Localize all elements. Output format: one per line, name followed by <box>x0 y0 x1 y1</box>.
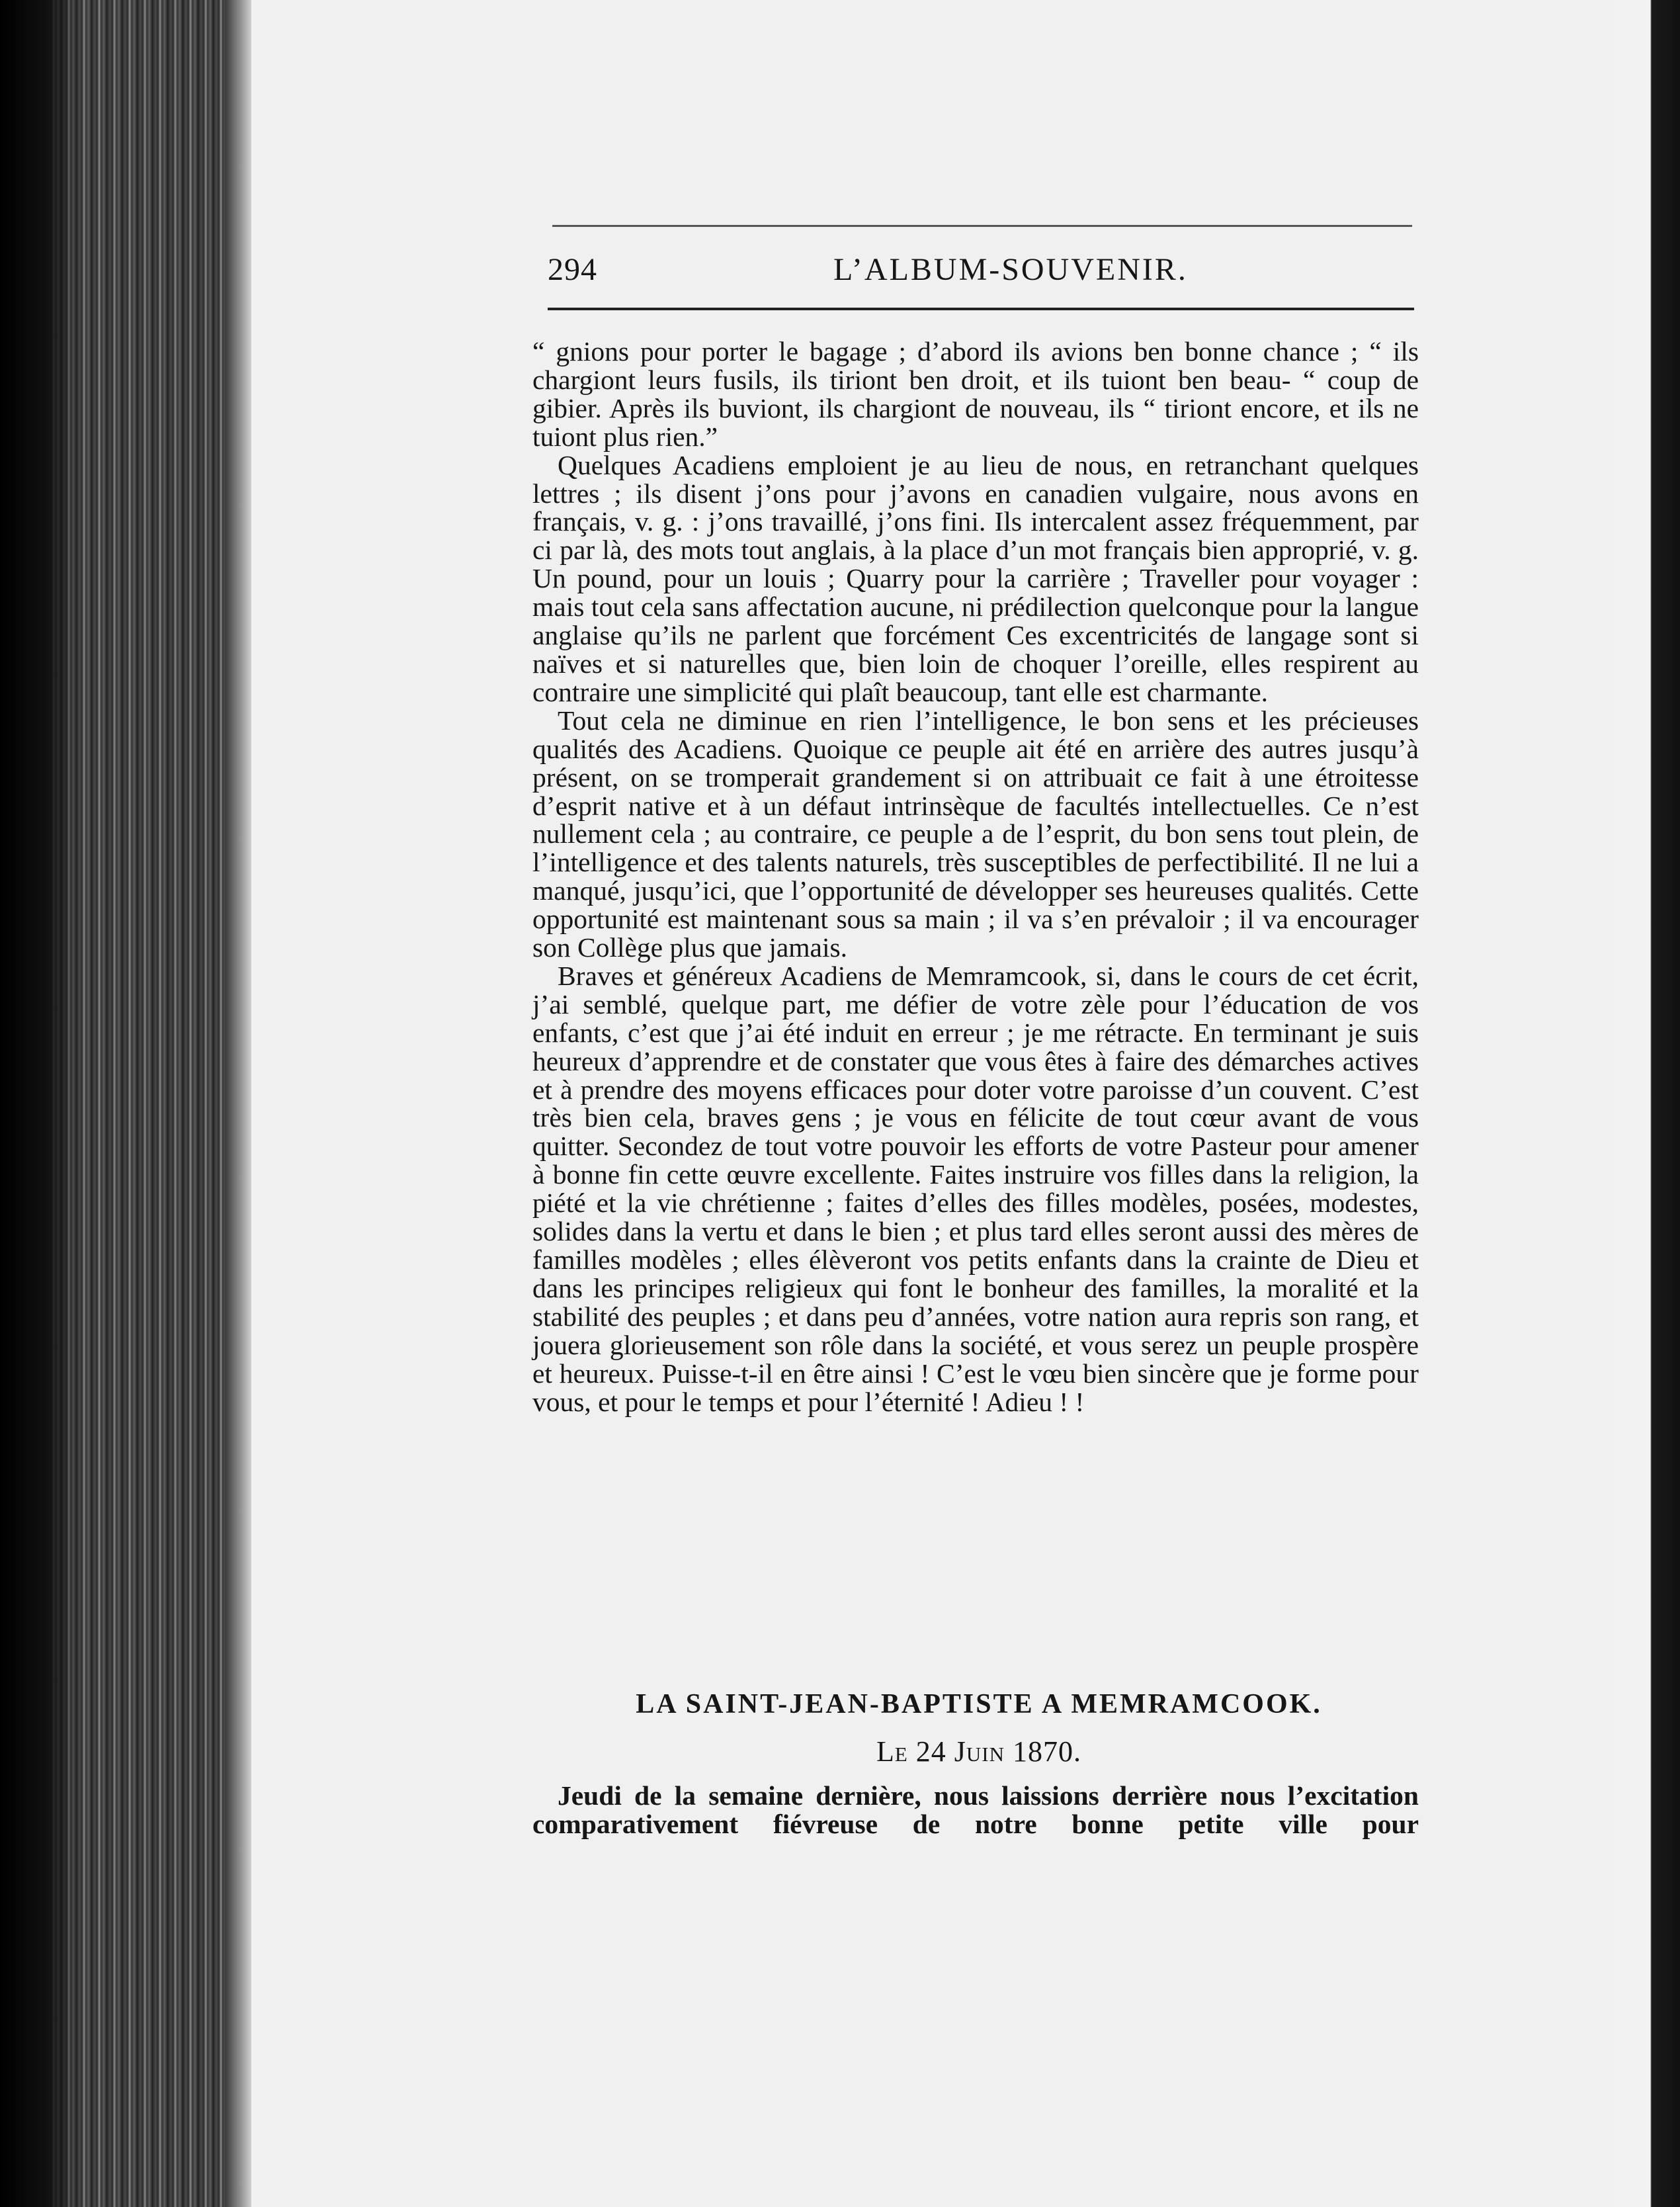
main-text <box>532 337 1419 1416</box>
top-rule <box>552 225 1412 227</box>
section-text <box>532 1782 1419 1839</box>
book-spine-edge <box>0 0 251 2207</box>
running-title: L’ALBUM-SOUVENIR. <box>833 252 1188 287</box>
section-title: LA SAINT-JEAN-BAPTISTE A MEMRAMCOOK. <box>636 1689 1322 1719</box>
paragraph-farewell: Braves et généreux Acadiens de Memramcook, si, dans le cours de cet écrit, j’ai semblé, quelque part, me défier de votre zèle pour l’éducation de vos enfants, c’est que j’ai été induit en erreur ; je me rétracte. En terminant je suis heureux d’apprendre et de constater que vous êtes à faire des démarches actives et à prendre des moyens efficaces pour doter votre paroisse d’un couvent. C’est très bien cela, braves gens ; je vous en félicite de tout cœur avant de vous quitter. Secondez de tout votre pouvoir les efforts de votre Pasteur pour amener à bonne fin cette œuvre excellente. Faites instruire vos filles dans la religion, la piété et la vie chrétienne ; faites d’elles des filles modèles, posées, modestes, solides dans la vertu et dans le bien ; et plus tard elles seront aussi des mères de familles modèles ; elles élèveront vos petits enfants dans la crainte de Dieu et dans les principes religieux qui font le bonheur des familles, la moralité et la stabilité des peuples ; et dans peu d’années, votre nation aura repris son rang, et jouera glorieusement son rôle dans la société, et vous serez un peuple prospère et heureux. Puisse-t-il en être ainsi ! C’est le vœu bien sincère que je forme pour vous, et pour le temps et pour l’éternité ! Adieu ! ! <box>532 960 1419 1417</box>
adjacent-page-edge <box>1614 0 1680 2207</box>
paragraph-quote: “ gnions pour porter le bagage ; d’abord ils avions ben bonne chance ; “ ils chargiont leurs fusils, ils tiriont ben droit, et ils tuiont ben beau- “ coup de gibier. Après ils buviont, ils chargiont de nouveau, ils “ tiriont encore, et ils ne tuiont plus rien.” <box>532 336 1419 452</box>
section-date: Le 24 Juin 1870. <box>876 1735 1082 1768</box>
paragraph-language: Quelques Acadiens emploient je au lieu de nous, en retranchant quelques lettres ; ils disent j’ons pour j’avons en canadien vulgaire, nous avons en français, v. g. : j’ons travaillé, j’ons fini. Ils intercalent assez fréquemment, par ci par là, des mots tout anglais, à la place d’un mot français bien approprié, v. g. Un pound, pour un louis ; Quarry pour la carrière ; Traveller pour voyager : mais tout cela sans affectation aucune, ni prédilection quelconque pour la langue anglaise qu’ils ne parlent que forcément Ces excentricités de langage sont si naïves et si naturelles que, bien loin de choquer l’oreille, elles respirent au contraire une simplicité qui plaît beaucoup, tant elle est charmante. <box>532 449 1419 707</box>
paragraph-intelligence: Tout cela ne diminue en rien l’intelligence, le bon sens et les précieuses qualités des Acadiens. Quoique ce peuple ait été en arrière des autres jusqu’à présent, on se tromperait grandement si on attribuait ce fait à une étroitesse d’esprit native et à un défaut intrinsèque de facultés intellectuelles. Ce n’est nullement cela ; au contraire, ce peuple a de l’esprit, du bon sens tout plein, de l’intelligence et des talents naturels, très susceptibles de perfectibilité. Il ne lui a manqué, jusqu’ici, que l’opportunité de développer ses heureuses qualités. Cette opportunité est maintenant sous sa main ; il va s’en prévaloir ; il va encourager son Collège plus que jamais. <box>532 705 1419 963</box>
header-rule <box>548 308 1414 310</box>
running-head <box>548 251 1414 298</box>
section-paragraph: Jeudi de la semaine dernière, nous laissions derrière nous l’excitation comparativement fiévreuse de notre bonne petite ville pour <box>532 1780 1419 1839</box>
page-number: 294 <box>548 252 597 287</box>
